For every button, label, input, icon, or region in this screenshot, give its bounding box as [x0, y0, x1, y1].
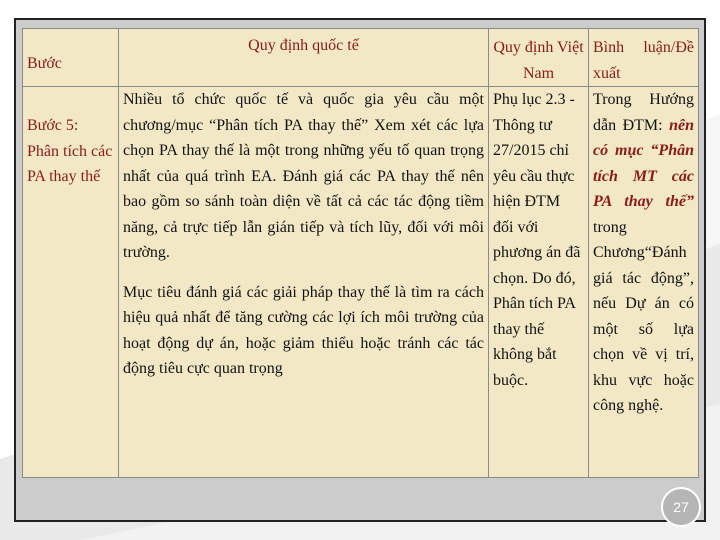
header-cell-comment: [589, 29, 699, 87]
comment-text-b: trong Chương“Đánh giá tác động”, nếu Dự án có một số lựa chọn về vị trí, khu vực hoặc công nghệ.: [593, 218, 694, 414]
header-comment: Bình luận/Đề xuất: [593, 39, 694, 82]
international-paragraph-2: Mục tiêu đánh giá các giải pháp thay thế là tìm ra cách hiệu quả nhất để tăng cường các lợi ích môi trường của hoạt động dự án, hoặc giảm thiểu hoặc tránh các tác động tiêu cực quan trọng: [123, 283, 484, 377]
header-cell-international: [119, 29, 489, 87]
international-paragraph-1: Nhiều tổ chức quốc tế và quốc gia yêu cầu một chương/mục “Phân tích PA thay thế” Xem xét các lựa chọn PA thay thế là một trong những yếu tố quan trọng nhất của quá trình EA. Đánh giá các PA thay thế nên bao gồm so sánh toàn diện về tất cả các tác động tiềm năng, cả trực tiếp lẫn gián tiếp và tích lũy, đối với môi trường.: [123, 91, 484, 261]
comparison-table: [22, 28, 699, 478]
comment-text-a: Trong Hướng dẫn ĐTM:: [593, 91, 694, 134]
header-vietnam: Quy định Việt Nam: [493, 39, 584, 82]
vietnam-text: Phụ lục 2.3 - Thông tư 27/2015 chỉ yêu cầu thực hiện ĐTM đối với phương án đã chọn. Do đó, Phân tích PA thay thế không bắt buộc.: [493, 91, 581, 389]
header-step: Bước: [27, 55, 62, 72]
table-header-row: [23, 29, 699, 87]
comment-emphasis: nên có mục “Phân tích MT các PA thay thế”: [593, 116, 694, 210]
header-cell-step: [23, 29, 119, 87]
table-row: [23, 87, 699, 478]
slide-number-badge: 27: [661, 487, 701, 527]
cell-comment: [589, 87, 699, 478]
header-international: Quy định quốc tế: [248, 37, 359, 54]
step-label: Bước 5: Phân tích các PA thay thế: [27, 117, 113, 185]
cell-international: [119, 87, 489, 478]
cell-vietnam: [489, 87, 589, 478]
cell-step: [23, 87, 119, 478]
header-cell-vietnam: [489, 29, 589, 87]
